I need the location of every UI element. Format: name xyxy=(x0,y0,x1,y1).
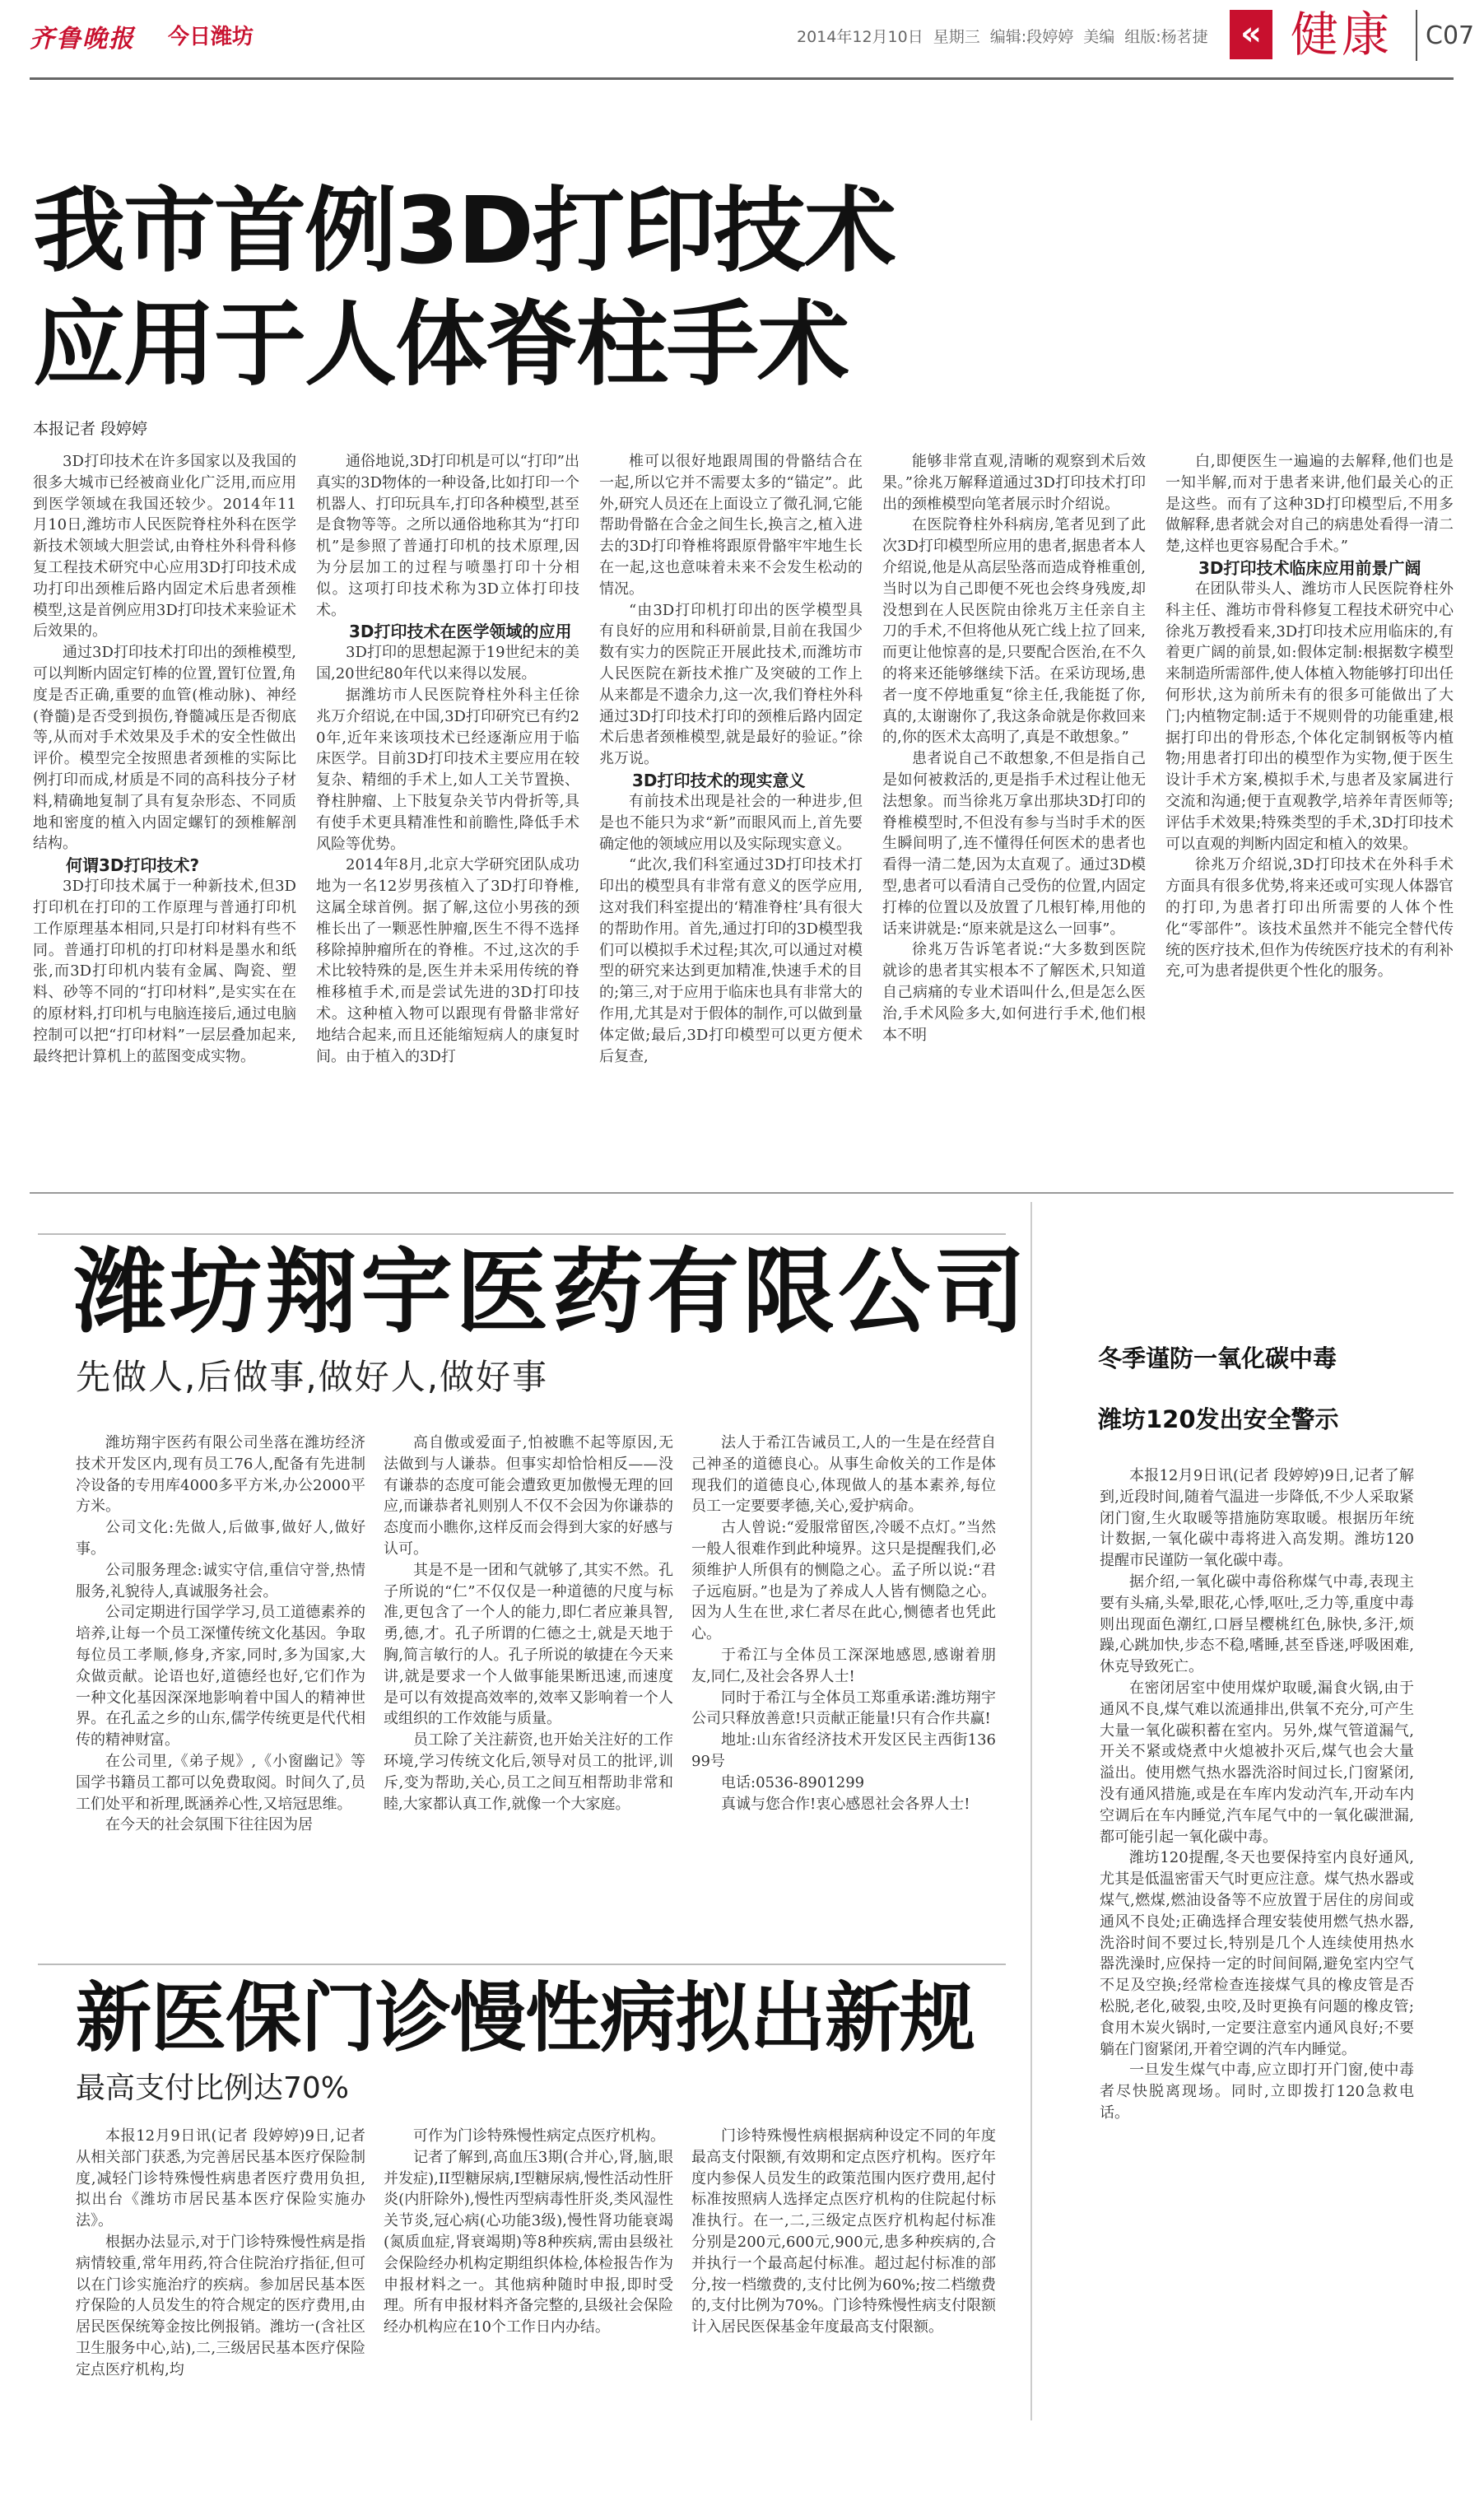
paragraph: 公司定期进行国学学习,员工道德素养的培养,让每一个员工深懂传统文化基因。争取每位员工孝顺,修身,齐家,同时,多为国家,大众做贡献。论语也好,道德经也好,它们作为一种文化基因深深地影响着中国人的精神世界。在孔孟之乡的山东,儒学传统更是代代相传的精神财富。 xyxy=(76,1604,365,1749)
article3-subheadline: 最高支付比例达70% xyxy=(76,2071,350,2105)
paragraph: 真诚与您合作!衷心感恩社会各界人士! xyxy=(721,1795,970,1813)
masthead xyxy=(0,0,1484,76)
article1-headline-line2: 应用于人体脊柱手术 xyxy=(33,291,848,398)
article3-column-3 xyxy=(691,2126,996,2422)
paragraph: 在密闭居室中使用煤炉取暖,漏食火锅,由于通风不良,煤气难以流通排出,供氧不充分,可产生大量一氧化碳积蓄在室内。另外,煤气管道漏气,开关不紧或烧煮中火熄被扑灭后,煤气也会大量溢出。使用燃气热水器洗浴时间过长,门窗紧闭,没有通风措施,或是在车库内发动汽车,开动车内空调后在车内睡觉,汽车尾气中的一氧化碳泄漏,都可能引起一氧化碳中毒。 xyxy=(1100,1679,1414,1846)
article1-subheading: 3D打印技术在医学领域的应用 xyxy=(349,622,572,642)
page-section-label: 今日潍坊 xyxy=(168,25,254,49)
article1-column-5 xyxy=(1165,451,1454,1176)
ad-top-rule xyxy=(38,1233,1006,1235)
section-divider xyxy=(38,1964,1006,1965)
article2-subheadline: 先做人,后做事,做好人,做好事 xyxy=(76,1357,549,1397)
paragraph: 一旦发生煤气中毒,应立即打开门窗,使中毒者尽快脱离现场。同时,立即拨打120急救电话。 xyxy=(1100,2061,1414,2122)
article1-subheading: 3D打印技术的现实意义 xyxy=(632,770,806,790)
article1-byline: 本报记者 段婷婷 xyxy=(33,420,148,438)
paragraph: 2014年8月,北京大学研究团队成功地为一名12岁男孩植入了3D打印脊椎,这属全球首例。据了解,这位小男孩的颈椎长出了一颗恶性肿瘤,医生不得不选择移除掉肿瘤所在的脊椎。不过,这次的手术比较特殊的是,医生并未采用传统的脊椎移植手术,而是尝试先进的3D打印技术。这种植入物可以跟现有骨骼非常好地结合起来,而且还能缩短病人的康复时间。由于植入的3D打 xyxy=(316,856,579,1065)
paragraph: 白,即便医生一遍遍的去解释,他们也是一知半解,而对于患者来讲,他们最关心的正是这些。而有了这种3D打印模型后,不用多做解释,患者就会对自己的病患处看得一清二楚,这样也更容易配合手术。” xyxy=(1165,453,1454,556)
paragraph: 有前技术出现是社会的一种进步,但是也不能只为求“新”而眼风而上,首先要确定他的领域应用以及实际现实意义。 xyxy=(599,792,863,853)
paragraph: 在今天的社会氛围下往往因为居 xyxy=(105,1816,313,1834)
paragraph: 潍坊120提醒,冬天也要保持室内良好通风,尤其是低温密雷天气时更应注意。煤气热水器或煤气,燃煤,燃油设备等不应放置于居住的房间或通风不良处;正确选择合理安装使用燃气热水器,洗浴时间不要过长,特别是几个人连续使用热水器洗澡时,应保持一定的时间间隔,避免室内空气不足及空换;经常检查连接煤气具的橡皮管是否松脱,老化,破裂,虫咬,及时更换有问题的橡皮管;食用木炭火锅时,一定要注意室内通风良好;不要躺在门窗紧闭,开着空调的汽车内睡觉。 xyxy=(1100,1849,1414,2058)
paragraph: 门诊特殊慢性病根据病种设定不同的年度最高支付限额,有效期和定点医疗机构。医疗年度内参保人员发生的政策范围内医疗费用,起付标准按照病人选择定点医疗机构的住院起付标准执行。在一,二,三级定点医疗机构起付标准分别是200元,600元,900元,患多种疾病的,合并执行一个最高起付标准。超过起付标准的部分,按一档缴费的,支付比例为60%;按二档缴费的,支付比例为70%。门诊特殊慢性病支付限额计入居民医保基金年度最高支付限额。 xyxy=(691,2127,996,2336)
paragraph: 3D打印的思想起源于19世纪末的美国,20世纪80年代以来得以发展。 xyxy=(316,644,579,683)
paragraph: 古人曾说:“爱服常留医,冷暖不点灯。”当然一般人很难作到此种境界。这只是提醒我们,必须维护人所俱有的恻隐之心。孟子所以说:“君子远庖厨。”也是为了养成人人皆有恻隐之心。因为人生在世,求仁者尽在此心,恻德者也凭此心。 xyxy=(691,1519,996,1643)
article2-column-3 xyxy=(691,1433,996,1943)
header-rule xyxy=(30,77,1454,80)
paragraph: 能够非常直观,清晰的观察到术后效果。”徐兆万解释道通过3D打印技术打印出的颈椎模型向笔者展示时介绍说。 xyxy=(882,453,1146,513)
paragraph: “由3D打印机打印出的医学模型具有良好的应用和科研前景,目前在我国少数有实力的医院正开展此技术,而潍坊市人民医院在新技术推广及突破的工作上从来都是不遗余力,这一次,我们脊柱外科通过3D打印技术打印的颈椎后路内固定术后患者颈椎模型,就是最好的验证。”徐兆万说。 xyxy=(599,601,863,768)
paragraph: 同时于希江与全体员工郑重承诺:潍坊翔宇公司只释放善意!只贡献正能量!只有合作共赢! xyxy=(691,1689,996,1728)
article3-column-2 xyxy=(384,2126,673,2422)
paragraph: 在医院脊柱外科病房,笔者见到了此次3D打印模型所应用的患者,据患者本人介绍说,他是从高层坠落而造成脊椎重创,当时以为自己即便不死也会终身残废,却没想到在人民医院由徐兆万主任亲自主刀的手术,不但将他从死亡线上拉了回来,而更让他惊喜的是,只要配合医治,在不久的将来还能够继续下活。在采访现场,患者一度不停地重复“徐主任,我能挺了你,真的,太谢谢你了,我这条命就是你救回来的,你的医术太高明了,真是不敢想象。” xyxy=(882,516,1146,747)
paragraph: 3D打印技术属于一种新技术,但3D打印机在打印的工作原理与普通打印机工作原理基本相同,只是打印材料有些不同。普通打印机的打印材料是墨水和纸张,而3D打印机内装有金属、陶瓷、塑料、砂等不同的“打印材料”,是实实在在的原材料,打印机与电脑连接后,通过电脑控制可以把“打印材料”一层层叠加起来,最终把计算机上的蓝图变成实物。 xyxy=(33,878,296,1065)
section-divider xyxy=(30,1192,1454,1194)
article1-column-1 xyxy=(33,451,296,1176)
paragraph: 根据办法显示,对于门诊特殊慢性病是指病情较重,常年用药,符合住院治疗指征,但可以在门诊实施治疗的疾病。参加居民基本医疗保险的人员发生的符合规定的医疗费用,由居民医保统筹金按比例报销。潍坊一(含社区卫生服务中心,站),二,三级居民基本医疗保险定点医疗机构,均 xyxy=(76,2233,365,2378)
paragraph: 椎可以很好地跟周围的骨骼结合在一起,所以它并不需要太多的“锚定”。此外,研究人员还在上面设立了微孔洞,它能帮助骨骼在合金之间生长,换言之,植入进去的3D打印脊椎将跟原骨骼牢牢地生长在一起,这也意味着未来不会发生松动的情况。 xyxy=(599,453,863,598)
article2-column-1 xyxy=(76,1433,365,1943)
sidebar-title-1: 冬季谨防一氧化碳中毒 xyxy=(1098,1344,1337,1372)
sidebar-title-2: 潍坊120发出安全警示 xyxy=(1098,1405,1339,1433)
paragraph: 潍坊翔宇医药有限公司坐落在潍坊经济技术开发区内,现有员工76人,配备有先进制冷设备的专用库4000多平方米,办公2000平方米。 xyxy=(76,1434,365,1516)
article2-column-2 xyxy=(384,1433,673,1943)
article1-column-2 xyxy=(316,451,579,1176)
section-title: 健康 xyxy=(1291,7,1393,63)
paragraph: 通过3D打印技术打印出的颈椎模型,可以判断内固定钉棒的位置,置钉位置,角度是否正确,重要的血管(椎动脉)、神经(脊髓)是否受到损伤,脊髓减压是否彻底等,从而对手术效果及手术的安全性做出评价。模型完全按照患者颈椎的实际比例打印而成,材质是不同的高科技分子材料,精确地复制了具有复杂形态、不同质地和密度的植入内固定螺钉的颈椎解剖结构。 xyxy=(33,644,296,853)
sidebar-body xyxy=(1100,1465,1414,2396)
paragraph: 记者了解到,高血压3期(合并心,肾,脑,眼并发症),II型糖尿病,I型糖尿病,慢性活动性肝炎(内肝除外),慢性丙型病毒性肝炎,类风湿性关节炎,冠心病(心功能3级),慢性肾功能衰竭(氮质血症,肾衰竭期)等8种疾病,需由县级社会保险经办机构定期组织体检,体检报告作为申报材料之一。其他病种随时申报,即时受理。所有申报材料齐备完整的,县级社会保险经办机构应在10个工作日内办结。 xyxy=(384,2148,673,2336)
paragraph: 徐兆万介绍说,3D打印技术在外科手术方面具有很多优势,将来还或可实现人体器官的打印,为患者打印出所需要的人体个性化“零部件”。该技术虽然并不能完全替代传统的医疗技术,但作为传统医疗技术的有利补充,可为患者提供更个性化的服务。 xyxy=(1165,856,1454,981)
paragraph: 据介绍,一氧化碳中毒俗称煤气中毒,表现主要有头痛,头晕,眼花,心悸,呕吐,乏力等,重度中毒则出现面色潮红,口唇呈樱桃红色,脉快,多汗,烦躁,心跳加快,步态不稳,嗜睡,甚至昏迷,呼吸困难,休克导致死亡。 xyxy=(1100,1572,1414,1676)
column-divider xyxy=(1030,1202,1032,2420)
paragraph: 3D打印技术在许多国家以及我国的很多大城市已经被商业化广泛用,而应用到医学领域在我国还较少。2014年11月10日,潍坊市人民医院脊柱外科在医学新技术领域大胆尝试,由脊柱外科骨科修复工程技术研究中心应用3D打印技术成功打印出颈椎后路内固定术后患者颈椎模型,这是首例应用3D打印技术来验证术后效果的。 xyxy=(33,453,296,641)
paragraph: 本报12月9日讯(记者 段婷婷)9日,记者从相关部门获悉,为完善居民基本医疗保险制度,减轻门诊特殊慢性病患者医疗费用负担,拟出台《潍坊市居民基本医疗保险实施办法》。 xyxy=(76,2127,365,2230)
paragraph: 通俗地说,3D打印机是可以“打印”出真实的3D物体的一种设备,比如打印一个机器人、打印玩具车,打印各种模型,甚至是食物等等。之所以通俗地称其为“打印机”是参照了普通打印机的技术原理,因为分层加工的过程与喷墨打印十分相似。这项打印技术称为3D立体打印技术。 xyxy=(316,453,579,619)
paragraph: 高自傲或爱面子,怕被瞧不起等原因,无法做到与人谦恭。但事实却恰恰相反——没有谦恭的态度可能会遭致更加傲慢无理的回应,而谦恭者礼则别人不仅不会因为你谦恭的态度而小瞧你,这样反而会得到大家的好感与认可。 xyxy=(384,1434,673,1558)
paragraph: 患者说自己不敢想象,不但是指自己是如何被救活的,更是指手术过程让他无法想象。而当徐兆万拿出那块3D打印的脊椎模型时,不但没有参与当时手术的医生瞬间明了,连不懂得任何医术的患者也看得一清二楚,因为太直观了。通过3D模型,患者可以看清自己受伤的位置,内固定打棒的位置以及放置了几根钉棒,用他的话来讲就是:“原来就是这么一回事”。 xyxy=(882,750,1146,938)
article2-headline: 潍坊翔宇医药有限公司 xyxy=(74,1239,1029,1346)
article1-subheading: 3D打印技术临床应用前景广阔 xyxy=(1198,557,1421,578)
double-chevron-left-icon: « xyxy=(1230,10,1272,59)
paragraph: 公司服务理念:诚实守信,重信守誉,热情服务,礼貌待人,真诚服务社会。 xyxy=(76,1561,365,1600)
issue-meta: 2014年12月10日 星期三 编辑:段婷婷 美编 组版:杨茗捷 xyxy=(797,28,1208,46)
paragraph: 于希江与全体员工深深地感恩,感谢着朋友,同仁,及社会各界人士! xyxy=(691,1646,996,1685)
paragraph: “此次,我们科室通过3D打印技术打印出的模型具有非常有意义的医学应用,这对我们科室提出的‘精准脊柱’具有很大的帮助作用。首先,通过打印的3D模型我们可以模拟手术过程;其次,可以通过对模型的研究来达到更加精准,快速手术的目的;第三,对于应用于临床也具有非常大的作用,尤其是对于假体的制作,可以做到量体定做;最后,3D打印模型可以更方便术后复查, xyxy=(599,856,863,1065)
article1-column-3 xyxy=(599,451,863,1176)
paragraph: 在团队带头人、潍坊市人民医院脊柱外科主任、潍坊市骨科修复工程技术研究中心徐兆万教授看来,3D打印技术应用临床的,有着更广阔的前景,如:假体定制:根据数字模型来制造所需部件,使人体植入物能够打印出任何形状,这为前所未有的很多可能做出了大门;内植物定制:适于不规则骨的功能重建,根据打印出的骨形态,个体化定制钢板等内植物;用患者打印出的模型作为实物,便于医生设计手术方案,模拟手术,与患者及家属进行交流和沟通;便于直观教学,培养年青医师等;评估手术效果;特殊类型的手术,3D打印技术可以直观的判断内固定和植入的效果。 xyxy=(1165,580,1454,853)
article3-headline: 新医保门诊慢性病拟出新规 xyxy=(76,1974,975,2062)
paragraph: 本报12月9日讯(记者 段婷婷)9日,记者了解到,近段时间,随着气温进一步降低,不少人采取紧闭门窗,生火取暖等措施防寒取暖。根据历年统计数据,一氧化碳中毒将进入高发期。潍坊120提醒市民谨防一氧化碳中毒。 xyxy=(1100,1467,1414,1570)
paragraph: 在公司里,《弟子规》,《小窗幽记》等国学书籍员工都可以免费取阅。时间久了,员工们处平和祈理,既涵养心性,又培冠思维。 xyxy=(76,1752,365,1813)
article3-column-1 xyxy=(76,2126,365,2422)
header-divider xyxy=(1416,10,1417,61)
article1-headline-line1: 我市首例3D打印技术 xyxy=(33,178,895,285)
phone-line: 电话:0536-8901299 xyxy=(721,1773,865,1791)
paragraph: 据潍坊市人民医院脊柱外科主任徐兆万介绍说,在中国,3D打印研究已有约20年,近年来该项技术已经逐渐应用于临床医学。目前3D打印技术主要应用在较复杂、精细的手术上,如人工关节置换、脊柱肿瘤、上下肢复杂关节内骨折等,具有使手术更具精准性和前瞻性,降低手术风险等优势。 xyxy=(316,686,579,853)
paragraph: 员工除了关注薪资,也开始关注好的工作环境,学习传统文化后,领导对员工的批评,训斥,变为帮助,关心,员工之间互相帮助非常和睦,大家都认真工作,就像一个大家庭。 xyxy=(384,1731,673,1813)
paragraph: 法人于希江告诫员工,人的一生是在经营自己神圣的道德良心。从事生命攸关的工作是体现我们的道德良心,体现做人的基本素养,每位员工一定要要孝德,关心,爱护病命。 xyxy=(691,1434,996,1516)
address-line: 地址:山东省经济技术开发区民主西街13699号 xyxy=(691,1731,996,1770)
article1-subheading: 何谓3D打印技术? xyxy=(66,855,200,876)
page-number: C07 xyxy=(1426,21,1475,50)
paragraph: 其是不是一团和气就够了,其实不然。孔子所说的“仁”不仅仅是一种道德的尺度与标准,更包含了一个人的能力,即仁者应兼具智,勇,德,才。孔子所谓的仁德之士,就是天地于胸,简言敏行的人。孔子所说的敏捷在今天来讲,就是要求一个人做事能果断迅速,而速度是可以有效提高效率的,效率又影响着一个人或组织的工作效能与质量。 xyxy=(384,1561,673,1728)
paragraph: 可作为门诊特殊慢性病定点医疗机构。 xyxy=(413,2127,665,2145)
paragraph: 公司文化:先做人,后做事,做好人,做好事。 xyxy=(76,1519,365,1558)
paragraph: 徐兆万告诉笔者说:“大多数到医院就诊的患者其实根本不了解医术,只知道自己病痛的专业术语叫什么,但是怎么医治,手术风险多大,如何进行手术,他们根本不明 xyxy=(882,941,1146,1044)
article1-column-4 xyxy=(882,451,1146,1176)
newspaper-logo: 齐鲁晚报 xyxy=(30,25,135,54)
